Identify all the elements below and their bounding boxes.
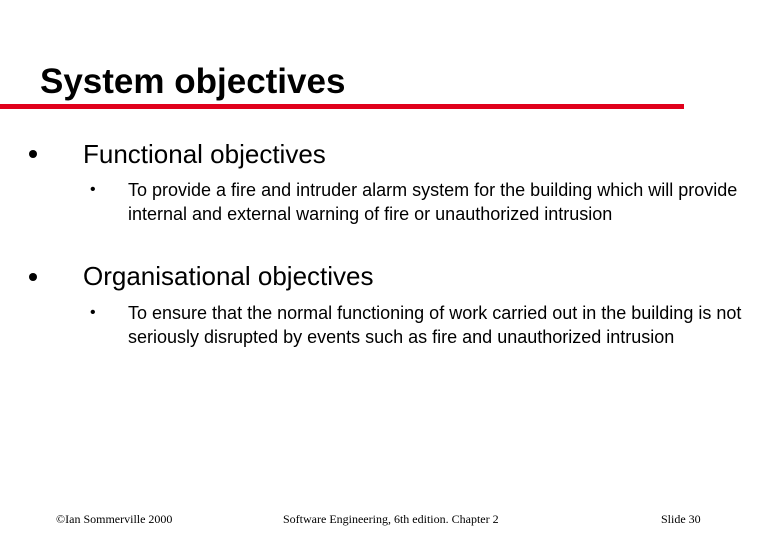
slide-title: System objectives — [40, 62, 346, 101]
footer-slide-number: Slide 30 — [661, 512, 701, 526]
section-detail-functional: To provide a fire and intruder alarm system for the building which will provide internal and external warning of fire or unauthorized intrusion — [128, 180, 738, 224]
title-underline — [0, 104, 684, 109]
section-heading-organisational: Organisational objectives — [83, 261, 374, 291]
section-detail-organisational: To ensure that the normal functioning of work carried out in the building is not seriously disrupted by events such as fire and unauthorized intrusion — [128, 303, 742, 347]
bullet-dot — [29, 150, 37, 158]
footer-book-title: Software Engineering, 6th edition. Chapter 2 — [283, 512, 499, 526]
sub-bullet-dot: • — [90, 181, 96, 198]
section-heading-functional: Functional objectives — [83, 139, 326, 169]
bullet-dot — [29, 273, 37, 281]
footer-copyright: ©Ian Sommerville 2000 — [56, 512, 173, 526]
sub-bullet-dot: • — [90, 304, 96, 321]
